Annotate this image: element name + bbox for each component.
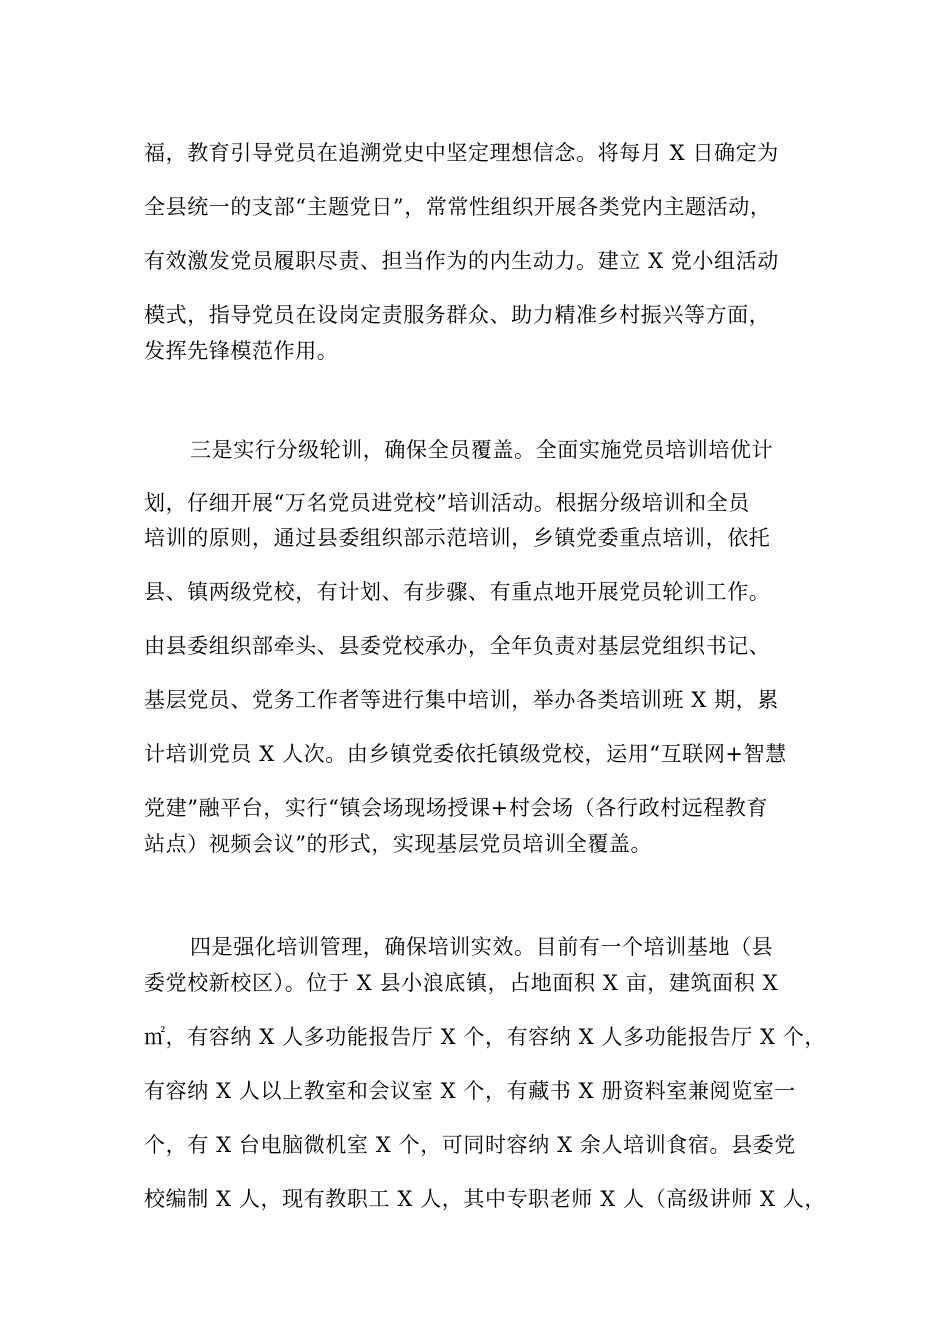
paragraph-3-line-6: 校编制 X 人，现有教职工 X 人，其中专职老师 X 人（高级讲师 X 人，	[144, 1187, 827, 1211]
paragraph-2-line-4: 县、镇两级党校，有计划、有步骤、有重点地开展党员轮训工作。	[144, 580, 771, 604]
paragraph-3-line-4: 有容纳 X 人以上教室和会议室 X 个，有藏书 X 册资料室兼阅览室一	[144, 1079, 796, 1103]
paragraph-1-line-5: 发挥先锋模范作用。	[144, 339, 339, 363]
paragraph-2-line-3: 培训的原则，通过县委组织部示范培训，乡镇党委重点培训，依托	[144, 526, 771, 550]
paragraph-2-line-9: 站点）视频会议”的形式，实现基层党员培训全覆盖。	[144, 832, 653, 856]
paragraph-1-line-3: 有效激发党员履职尽责、担当作为的内生动力。建立 X 党小组活动	[144, 249, 779, 273]
paragraph-2-line-5: 由县委组织部牵头、县委党校承办，全年负责对基层党组织书记、	[144, 634, 771, 658]
paragraph-2-line-6: 基层党员、党务工作者等进行集中培训，举办各类培训班 X 期，累	[144, 688, 779, 712]
paragraph-2-line-7: 计培训党员 X 人次。由乡镇党委依托镇级党校，运用“互联网+智慧	[144, 742, 787, 766]
paragraph-3-line-1: 四是强化培训管理，确保培训实效。目前有一个培训基地（县	[190, 935, 774, 959]
paragraph-3-line-5: 个，有 X 台电脑微机室 X 个，可同时容纳 X 余人培训食宿。县委党	[144, 1133, 796, 1157]
paragraph-1-line-4: 模式，指导党员在设岗定责服务群众、助力精准乡村振兴等方面，	[144, 303, 771, 327]
paragraph-2-line-2: 划，仔细开展“万名党员进党校”培训活动。根据分级培训和全员	[144, 491, 750, 515]
paragraph-2-line-1: 三是实行分级轮训，确保全员覆盖。全面实施党员培训培优计	[190, 438, 774, 462]
paragraph-1-line-2: 全县统一的支部“主题党日”，常常性组织开展各类党内主题活动，	[144, 195, 772, 219]
paragraph-2-line-8: 党建”融平台，实行“镇会场现场授课+村会场（各行政村远程教育	[144, 796, 769, 820]
paragraph-3-line-3: ㎡，有容纳 X 人多功能报告厅 X 个，有容纳 X 人多功能报告厅 X 个，	[144, 1025, 827, 1049]
paragraph-1-line-1: 福，教育引导党员在追溯党史中坚定理想信念。将每月 X 日确定为	[144, 141, 779, 165]
paragraph-3-line-2: 委党校新校区）。位于 X 县小浪底镇，占地面积 X 亩，建筑面积 X	[144, 971, 779, 995]
